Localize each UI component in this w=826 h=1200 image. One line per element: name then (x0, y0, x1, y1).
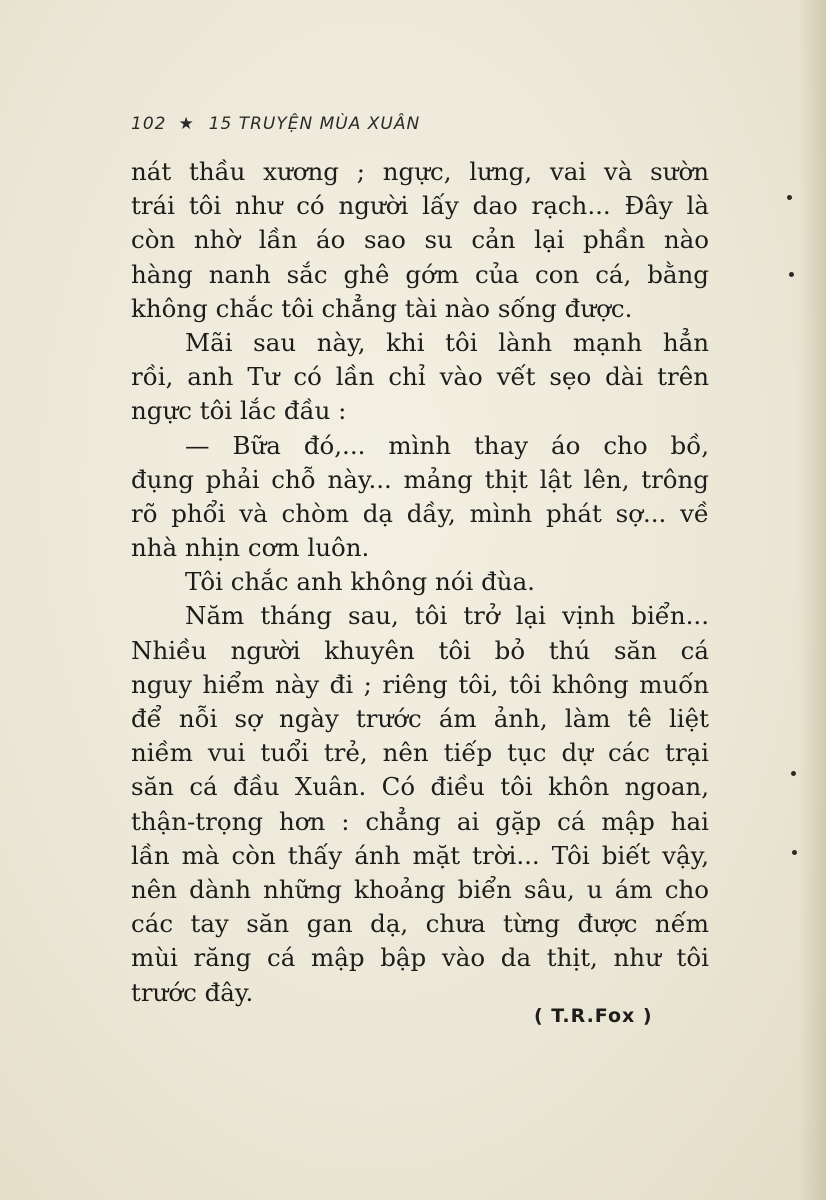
running-header (131, 114, 420, 134)
text-line: săn cá đầu Xuân. Có điều tôi khôn ngoan, (131, 772, 709, 802)
text-line: trái tôi như có người lấy dao rạch... Đây là (131, 191, 709, 221)
text-line: — Bữa đó,... mình thay áo cho bồ, (185, 430, 709, 460)
page-number: 102 (131, 114, 167, 134)
binding-hole-mark (787, 195, 792, 200)
author-signature: ( T.R.Fox ) (534, 1005, 653, 1027)
binding-hole-mark (792, 850, 797, 855)
star-separator-icon: ★ (178, 114, 195, 134)
text-line: thận-trọng hơn : chẳng ai gặp cá mập hai (131, 806, 709, 836)
text-line: Năm tháng sau, tôi trở lại vịnh biển... (185, 601, 709, 631)
text-line: hàng nanh sắc ghê gớm của con cá, bằng (131, 259, 709, 289)
text-line: Nhiều người khuyên tôi bỏ thú săn cá (131, 635, 709, 665)
text-line: rồi, anh Tư có lần chỉ vào vết sẹo dài trên (131, 362, 709, 392)
text-line: mùi răng cá mập bập vào da thịt, như tôi (131, 943, 709, 973)
text-line: các tay săn gan dạ, chưa từng được nếm (131, 909, 709, 939)
text-line: ngực tôi lắc đầu : (131, 396, 347, 426)
binding-hole-mark (789, 272, 794, 277)
binding-hole-mark (791, 771, 796, 776)
page-edge-shadow (798, 0, 826, 1200)
text-line: nên dành những khoảng biển sâu, u ám cho (131, 874, 709, 904)
text-line: Tôi chắc anh không nói đùa. (185, 567, 535, 597)
text-line: lần mà còn thấy ánh mặt trời... Tôi biết vậy, (131, 840, 709, 870)
text-line: không chắc tôi chẳng tài nào sống được. (131, 293, 633, 323)
body-text (131, 155, 709, 1010)
text-line: trước đây. (131, 977, 254, 1007)
text-line: nguy hiểm này đi ; riêng tôi, tôi không muốn (131, 669, 709, 699)
text-line: Mãi sau này, khi tôi lành mạnh hẳn (185, 327, 709, 357)
text-line: nát thầu xương ; ngực, lưng, vai và sườn (131, 157, 709, 186)
text-line: đụng phải chỗ này... mảng thịt lật lên, trông (131, 464, 709, 494)
text-line: còn nhờ lần áo sao su cản lại phần nào (131, 225, 709, 255)
text-line: rõ phổi và chòm dạ dầy, mình phát sợ... về (131, 498, 709, 528)
text-line: để nỗi sợ ngày trước ám ảnh, làm tê liệt (131, 704, 709, 733)
running-title: 15 TRUYỆN MÙA XUÂN (208, 114, 421, 134)
text-line: nhà nhịn cơm luôn. (131, 533, 370, 563)
text-line: niềm vui tuổi trẻ, nên tiếp tục dự các trại (131, 738, 709, 768)
